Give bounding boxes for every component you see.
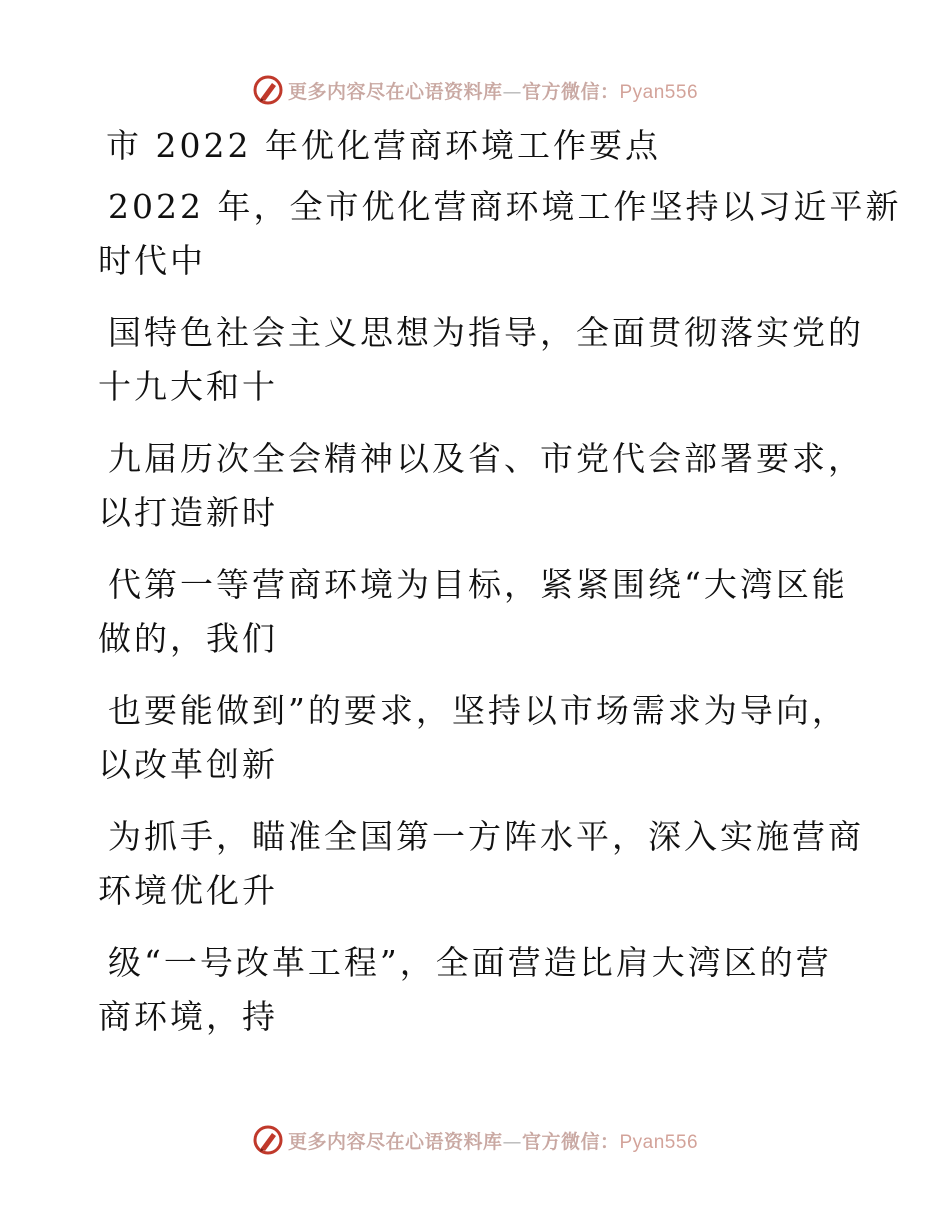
pen-logo-icon	[252, 74, 284, 106]
paragraph	[98, 432, 864, 540]
pen-logo-icon	[252, 1124, 284, 1156]
paragraph-line: 时代中	[98, 241, 206, 280]
paragraph	[98, 684, 858, 792]
paragraph-line: 商环境，持	[98, 997, 278, 1036]
paragraph-line: 以打造新时	[98, 493, 278, 532]
paragraph-line: 也要能做到”的要求，坚持以市场需求为导向，	[108, 691, 848, 730]
paragraph-line: 2022 年，全市优化营商环境工作坚持以习近平新	[108, 187, 902, 226]
document-body	[98, 118, 902, 1062]
paragraph-line: 十九大和十	[98, 367, 278, 406]
paragraph	[98, 558, 858, 666]
paragraph	[98, 936, 858, 1044]
paragraph-line: 九届历次全会精神以及省、市党代会部署要求，	[108, 439, 864, 478]
paragraph-line: 为抓手，瞄准全国第一方阵水平，深入实施营商	[108, 817, 864, 856]
document-title: 市 2022 年优化营商环境工作要点	[106, 126, 661, 165]
watermark-text: 更多内容尽在心语资料库—官方微信：Pyan556	[287, 80, 699, 103]
paragraph	[98, 306, 864, 414]
paragraph	[98, 810, 864, 918]
paragraph-line: 以改革创新	[98, 745, 278, 784]
paragraph-line: 国特色社会主义思想为指导，全面贯彻落实党的	[108, 313, 864, 352]
paragraph-line: 级“一号改革工程”，全面营造比肩大湾区的营	[108, 943, 832, 982]
header-watermark	[0, 70, 950, 110]
paragraph-line: 代第一等营商环境为目标，紧紧围绕“大湾区能	[108, 565, 848, 604]
footer-watermark	[0, 1120, 950, 1160]
paragraph-line: 环境优化升	[98, 871, 278, 910]
paragraph	[98, 180, 902, 288]
paragraph-line: 做的，我们	[98, 619, 278, 658]
watermark-text: 更多内容尽在心语资料库—官方微信：Pyan556	[287, 1130, 699, 1153]
